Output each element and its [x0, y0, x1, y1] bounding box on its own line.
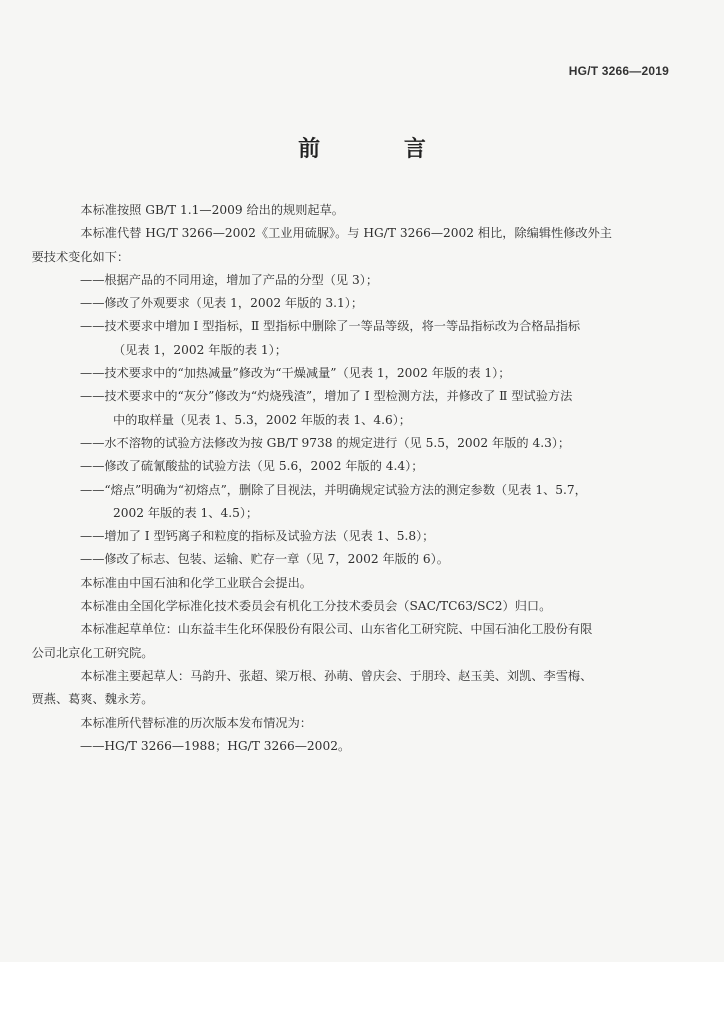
paragraph-drafting-units-line1: 本标准起草单位：山东益丰生化环保股份有限公司、山东省化工研究院、中国石油化工股份有限 — [80, 622, 593, 637]
change-item-technical-requirements-line2: （见表 1，2002 年版的表 1）； — [113, 342, 287, 357]
paragraph-replacement-line2: 要技术变化如下： — [31, 249, 130, 264]
paragraph-replacement — [31, 222, 678, 269]
paragraph-version-history: 本标准所代替标准的历次版本发布情况为： — [80, 715, 312, 730]
version-history-item: ——HG/T 3266—1988；HG/T 3266—2002。 — [80, 738, 351, 753]
document-body — [31, 199, 678, 758]
paragraph-drafting-units-line2: 公司北京化工研究院。 — [31, 645, 154, 660]
change-item-product-types: ——根据产品的不同用途，增加了产品的分型（见 3）； — [80, 272, 379, 287]
change-item-melting-point — [56, 479, 678, 526]
change-item-ignition-residue — [56, 385, 678, 432]
document-code: HG/T 3266—2019 — [568, 64, 669, 78]
change-item-thiocyanate: ——修改了硫氰酸盐的试验方法（见 5.6，2002 年版的 4.4）； — [80, 459, 424, 474]
change-item-water-insoluble: ——水不溶物的试验方法修改为按 GB/T 9738 的规定进行（见 5.5，2002 年版的 4.3）； — [80, 435, 571, 450]
paragraph-replacement-line1: 本标准代替 HG/T 3266—2002《工业用硫脲》。与 HG/T 3266—2002 相比，除编辑性修改外主 — [80, 226, 612, 241]
change-item-melting-point-line1: ——“熔点”明确为“初熔点”，删除了目视法，并明确规定试验方法的测定参数（见表 1、5.7， — [80, 482, 587, 497]
paragraph-drafters-line1: 本标准主要起草人：马韵升、张超、梁万根、孙萌、曾庆会、于朋玲、赵玉美、刘凯、李雪梅、 — [80, 668, 593, 683]
paragraph-committee: 本标准由全国化学标准化技术委员会有机化工分技术委员会（SAC/TC63/SC2）归口。 — [80, 599, 552, 614]
change-item-technical-requirements-line1: ——技术要求中增加 Ⅰ 型指标，Ⅱ 型指标中删除了一等品等级，将一等品指标改为合格品指标 — [80, 319, 581, 334]
change-item-marking-packaging: ——修改了标志、包装、运输、贮存一章（见 7，2002 年版的 6）。 — [80, 552, 449, 567]
change-item-ignition-residue-line1: ——技术要求中的“灰分”修改为“灼烧残渣”，增加了 Ⅰ 型检测方法，并修改了 Ⅱ 型试验方法 — [80, 389, 573, 404]
change-item-calcium-particle-size: ——增加了 Ⅰ 型钙离子和粒度的指标及试验方法（见表 1、5.8）； — [80, 529, 435, 544]
change-item-ignition-residue-line2: 中的取样量（见表 1、5.3，2002 年版的表 1、4.6）； — [113, 412, 411, 427]
paragraph-drafters-line2: 贾燕、葛爽、魏永芳。 — [31, 692, 154, 707]
change-item-appearance: ——修改了外观要求（见表 1，2002 年版的 3.1）； — [80, 296, 364, 311]
paragraph-proposer: 本标准由中国石油和化学工业联合会提出。 — [80, 575, 312, 590]
page-title: 前 言 — [298, 136, 464, 162]
change-item-drying-loss: ——技术要求中的“加热减量”修改为“干燥减量”（见表 1，2002 年版的表 1）； — [80, 366, 511, 381]
paragraph-drafting-rules: 本标准按照 GB/T 1.1—2009 给出的规则起草。 — [80, 203, 344, 217]
change-item-melting-point-line2: 2002 年版的表 1、4.5）； — [113, 505, 259, 520]
change-item-technical-requirements — [56, 315, 678, 362]
paragraph-drafters — [31, 665, 678, 712]
paragraph-drafting-units — [31, 618, 678, 665]
